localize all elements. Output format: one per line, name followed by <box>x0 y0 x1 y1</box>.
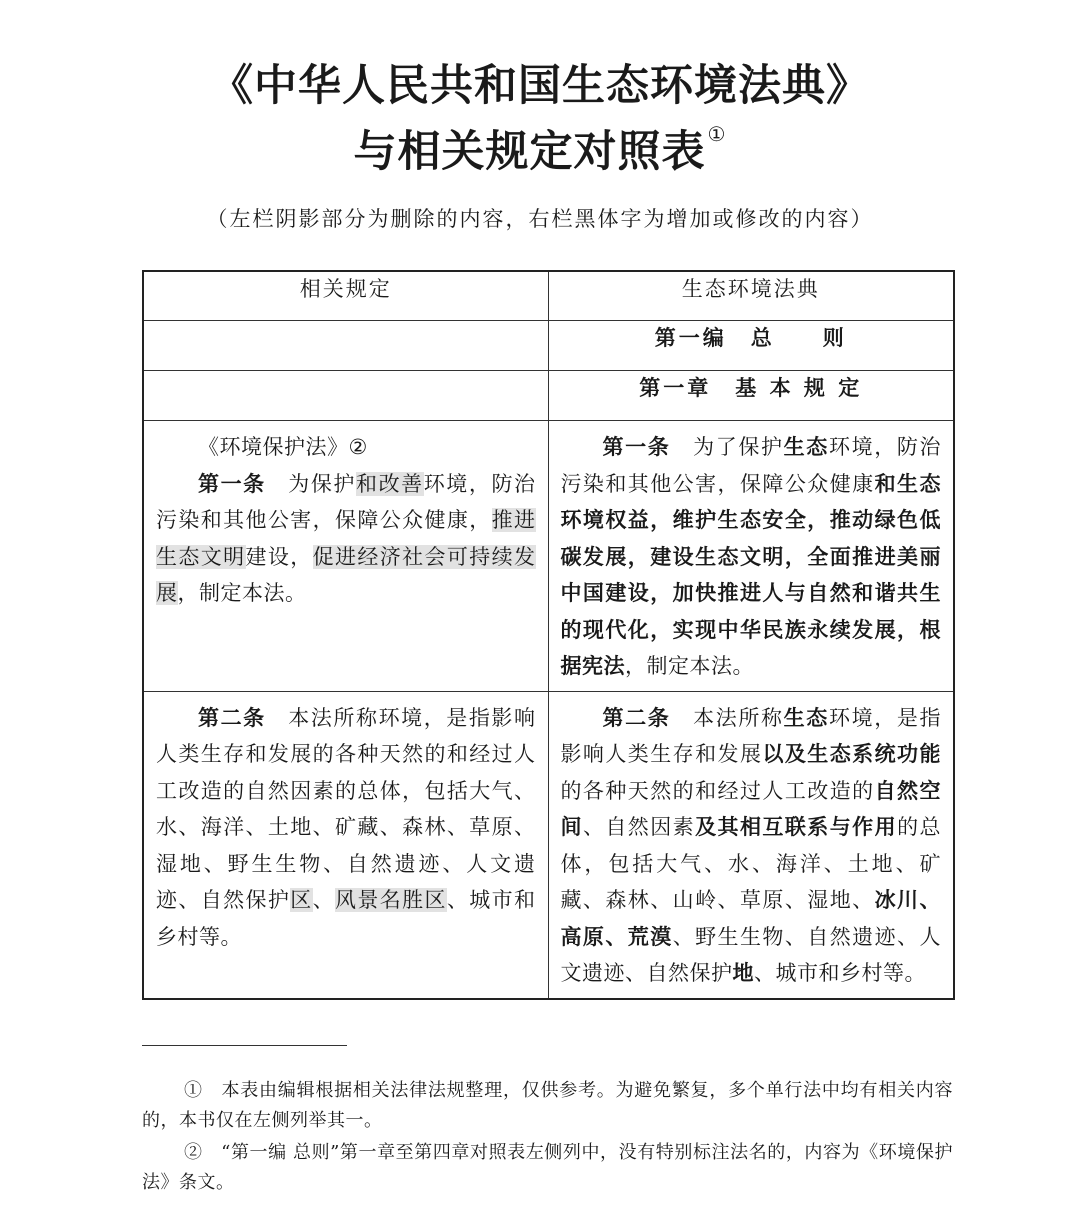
text-segment: 、城市和乡村等。 <box>754 961 926 985</box>
article-2-old <box>143 691 548 999</box>
article-number: 第二条 <box>602 705 671 730</box>
article-number: 第二条 <box>198 705 266 730</box>
document-title-line1: 《中华人民共和国生态环境法典》 <box>210 61 870 111</box>
added-text: 自然空间 <box>560 778 941 839</box>
text-segment: ，制定本法。 <box>177 581 307 605</box>
article-2-old-text <box>156 700 536 956</box>
text-segment: 建设， <box>245 544 313 569</box>
empty-cell <box>143 371 548 421</box>
text-segment: 为了保护 <box>670 435 784 459</box>
text-segment: 、城市和乡村等。 <box>156 888 536 949</box>
deleted-text: 风景名胜区 <box>335 888 447 912</box>
text-segment: 环境，是指影响人类生存和发展 <box>560 705 942 766</box>
deleted-text: 推进生态文明 <box>156 508 536 569</box>
empty-cell <box>143 321 548 371</box>
document-subtitle: （左栏阴影部分为删除的内容，右栏黑体字为增加或修改的内容） <box>206 207 874 231</box>
text-segment: 环境，防治污染和其他公害，保障公众健康 <box>560 435 942 496</box>
title-line2-text: 与相关规定对照表 <box>353 127 706 177</box>
document-title-line2 <box>0 118 1080 179</box>
article-2-new <box>548 691 954 999</box>
law-title-text: 《环境保护法》 <box>198 435 349 459</box>
text-segment: 环境，防治污染和其他公害，保障公众健康， <box>156 471 536 532</box>
text-segment: 的总体，包括大气、水、海洋、土地、矿藏、森林、山岭、草原、湿地、 <box>560 815 941 912</box>
footnote-mark-1: ① <box>707 122 727 146</box>
header-right: 生态环境法典 <box>548 271 954 321</box>
footnote-2: ② “第一编 总则”第一章至第四章对照表左侧列中，没有特别标注法名的，内容为《环境保护法》条文。 <box>142 1142 953 1193</box>
part-heading-row <box>143 321 954 371</box>
article-1-old <box>143 421 548 692</box>
table-header-row <box>143 271 954 321</box>
article-number: 第一条 <box>602 435 671 459</box>
added-text: 以及生态系统功能 <box>762 742 941 766</box>
header-left: 相关规定 <box>143 271 548 321</box>
comparison-table <box>142 270 955 1000</box>
deleted-text: 促进经济社会可持续发展 <box>156 544 536 605</box>
text-segment: 、 <box>312 888 335 912</box>
footnote-mark-2: ② <box>348 435 368 459</box>
article-2-row <box>143 691 954 999</box>
text-segment: 的各种天然的和经过人工改造的 <box>560 778 875 803</box>
text-segment: 、野生生物、自然遗迹、人文遗迹、自然保护 <box>560 924 941 985</box>
chapter-heading-row <box>143 371 954 421</box>
text-segment: ，制定本法。 <box>625 654 754 678</box>
text-segment: 、自然因素 <box>582 815 696 839</box>
article-2-new-text <box>561 700 942 992</box>
text-segment: 本法所称 <box>670 705 784 730</box>
law-title <box>156 429 536 466</box>
text-segment: 为保护 <box>265 471 357 496</box>
text-segment: 本法所称环境，是指影响人类生存和发展的各种天然的和经过人工改造的自然因素的总体，包括大气、水、海洋、土地、矿藏、森林、草原、湿地、野生生物、自然遗迹、人文遗迹、自然保护 <box>156 705 536 912</box>
footnote-divider <box>142 1045 347 1046</box>
deleted-text: 和改善 <box>356 471 424 496</box>
chapter-heading: 第一章 基 本 规 定 <box>548 371 954 421</box>
footnote-1: ① 本表由编辑根据相关法律法规整理，仅供参考。为避免繁复，多个单行法中均有相关内容的，本书仅在左侧列举其一。 <box>142 1080 953 1131</box>
article-1-old-text <box>156 466 536 612</box>
part-heading: 第一编 总 则 <box>548 321 954 371</box>
added-text: 生态 <box>783 705 829 730</box>
added-text: 生态 <box>783 435 829 459</box>
article-1-new-text <box>561 429 942 685</box>
added-text: 和生态环境权益，维护生态安全，推动绿色低碳发展，建设生态文明，全面推进美丽中国建设，加快推进人与自然和谐共生的现代化，实现中华民族永续发展，根据宪法 <box>560 471 941 678</box>
article-number: 第一条 <box>198 471 266 496</box>
added-text: 及其相互联系与作用 <box>695 815 898 839</box>
deleted-text: 区 <box>290 888 313 912</box>
article-1-new <box>548 421 954 692</box>
added-text: 地 <box>732 961 754 985</box>
article-1-row <box>143 421 954 692</box>
added-text: 冰川、高原、荒漠 <box>560 888 941 949</box>
